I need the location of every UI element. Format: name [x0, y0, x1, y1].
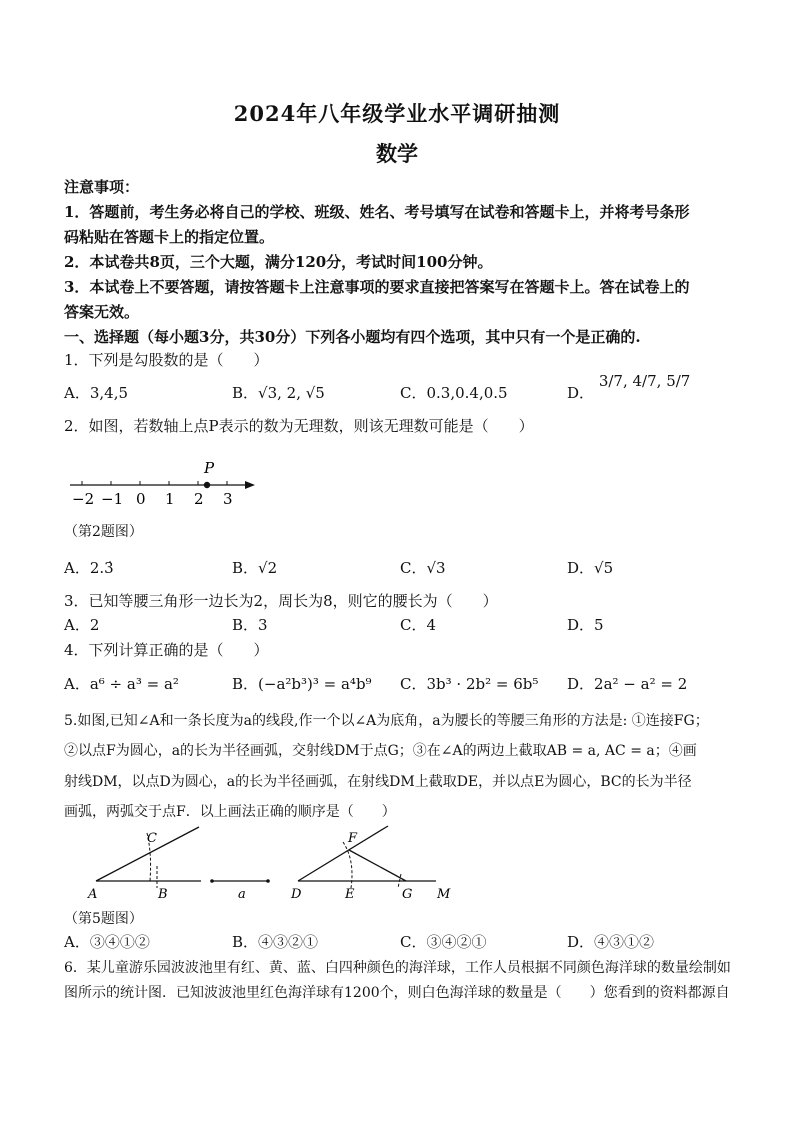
- option-b: B．√2: [232, 559, 278, 577]
- figure-caption: （第2题图）: [64, 524, 143, 540]
- option-b-label: B．: [232, 384, 259, 402]
- label-f: F: [348, 831, 358, 846]
- construction-figure: [86, 822, 456, 904]
- tick-label: −2: [72, 490, 95, 508]
- question-stem: 5.如图,已知∠A和一条长度为a的线段,作一个以∠A为底角，a为腰长的等腰三角形的方法是: ①连接FG；: [64, 713, 709, 729]
- notice-line: 3．本试卷上不要答题，请按答题卡上注意事项的要求直接把答案写在答题卡上。答在试卷上的: [64, 278, 690, 296]
- label-b: B: [158, 887, 168, 902]
- question-stem: 画弧，两弧交于点F．以上画法正确的顺序是（ ）: [64, 804, 396, 820]
- tick-label: 3: [223, 490, 233, 508]
- option-b: B．④③②①: [232, 933, 319, 951]
- segment-a-end: [266, 879, 270, 883]
- label-segment-a: a: [238, 887, 246, 902]
- segment-fg: [349, 850, 406, 881]
- ray-df: [298, 826, 388, 881]
- exam-title: 2024年八年级学业水平调研抽测: [233, 101, 561, 126]
- option-c: C．4: [400, 616, 437, 634]
- label-g: G: [402, 887, 413, 902]
- point-p-label: P: [204, 459, 215, 477]
- notice-heading: 注意事项：: [64, 178, 140, 196]
- option-c: C．0.3,0.4,0.5: [400, 384, 508, 402]
- option-d: D．5: [567, 616, 604, 634]
- fraction: 4/7: [632, 372, 657, 390]
- point-p: [204, 482, 210, 488]
- subject-title: 数学: [376, 141, 418, 166]
- option-a: A．2: [64, 616, 100, 634]
- fraction: 5/7: [666, 372, 691, 390]
- label-e: E: [345, 887, 355, 902]
- option-c: C．√3: [400, 559, 446, 577]
- tick-label: 1: [165, 490, 175, 508]
- question-stem: 图所示的统计图．已知波波池里红色海洋球有1200个，则白色海洋球的数量是（ ）您看到的资料都源自: [64, 985, 730, 1001]
- option-b: [232, 382, 325, 403]
- notice-line: 1．答题前，考生务必将自己的学校、班级、姓名、考号填写在试卷和答题卡上，并将考号条形: [64, 203, 690, 221]
- notice-line: 码粘贴在答题卡上的指定位置。: [64, 228, 275, 246]
- question-stem: 3．已知等腰三角形一边长为2，周长为8，则它的腰长为（ ）: [64, 592, 498, 610]
- option-a: A．③④①②: [64, 933, 150, 951]
- option-b: B．(−a²b³)³ = a⁴b⁹: [232, 675, 372, 693]
- option-d: [567, 372, 691, 402]
- question-stem: 射线DM，以点D为圆心，a的长为半径画弧，在射线DM上截取DE，并以点E为圆心，BC的长为半径: [64, 774, 692, 790]
- option-b: B．3: [232, 616, 268, 634]
- option-b-value: √3, 2, √5: [258, 384, 325, 402]
- option-d: D．2a² − a² = 2: [567, 675, 688, 693]
- question-stem: ②以点F为圆心，a的长为半径画弧，交射线DM于点G；③在∠A的两边上截取AB = a, AC = a；④画: [64, 743, 697, 759]
- segment-a-end: [210, 879, 214, 883]
- arrow-head-icon: [245, 481, 255, 489]
- option-d: D．④③①②: [567, 933, 655, 951]
- option-a: A．a⁶ ÷ a³ = a²: [64, 675, 179, 693]
- tick-label: 2: [194, 490, 204, 508]
- question-stem: 4．下列计算正确的是（ ）: [64, 641, 269, 659]
- option-a: A．2.3̇: [64, 559, 114, 577]
- notice-line: 答案无效。: [64, 303, 140, 321]
- option-d-label: D．: [567, 384, 595, 402]
- figure-caption: （第5题图）: [64, 911, 143, 927]
- tick-label: −1: [101, 490, 124, 508]
- option-a: A．3,4,5: [64, 384, 128, 402]
- number-line-figure: [60, 455, 260, 515]
- option-d: D．√5: [567, 559, 614, 577]
- label-d: D: [291, 887, 302, 902]
- tick-label: 0: [136, 490, 146, 508]
- label-a: A: [88, 887, 98, 902]
- option-c: C．3b³ · 2b² = 6b⁵: [400, 675, 539, 693]
- fraction-list: 3/7, 4/7, 5/7: [598, 372, 691, 390]
- question-stem: 2．如图，若数轴上点P表示的数为无理数，则该无理数可能是（ ）: [64, 417, 534, 435]
- label-c: C: [147, 831, 157, 846]
- notice-line: 2．本试卷共8页，三个大题，满分120分，考试时间100分钟。: [64, 253, 493, 271]
- fraction: 3/7: [598, 372, 623, 390]
- question-stem: 1．下列是勾股数的是（ ）: [64, 351, 269, 369]
- label-m: M: [437, 887, 451, 902]
- option-c: C．③④②①: [400, 933, 487, 951]
- section-heading: 一、选择题（每小题3分，共30分）下列各小题均有四个选项，其中只有一个是正确的.: [64, 328, 641, 346]
- question-stem: 6．某儿童游乐园波波池里有红、黄、蓝、白四种颜色的海洋球，工作人员根据不同颜色海洋球的数量绘制如: [64, 960, 731, 976]
